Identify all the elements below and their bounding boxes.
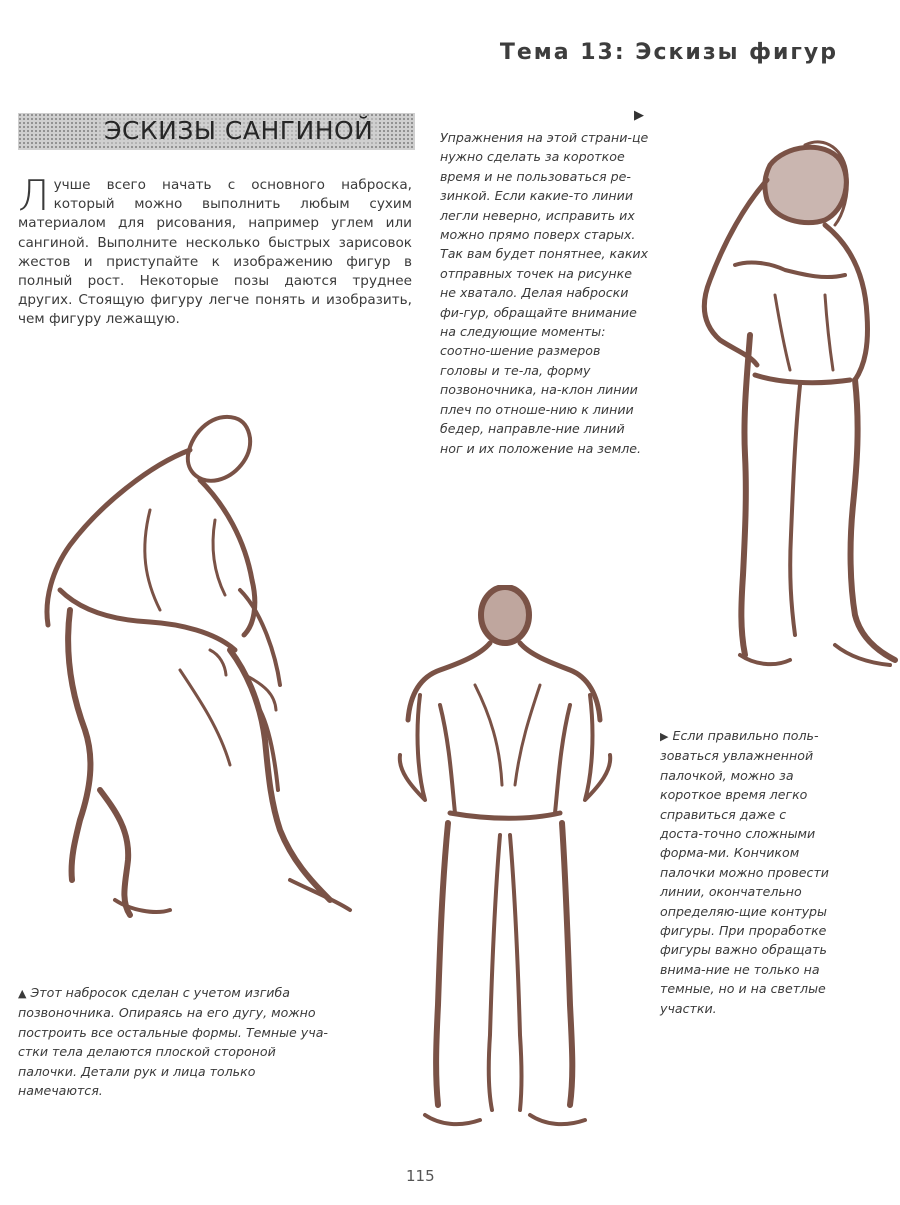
standing-figure-strokes bbox=[400, 587, 610, 1124]
section-banner bbox=[18, 113, 415, 150]
page-header-title: Тема 13: Эскизы фигур bbox=[499, 40, 838, 65]
triangle-up-icon: ▲ bbox=[18, 987, 27, 1000]
triangle-right-icon: ▶ bbox=[660, 730, 669, 743]
intro-text: учше всего начать с основного наброска, который можно выполнить любым сухим материалом для рисования, например углем или сангиной. Выполните несколько быстрых зарисовок жестов и приступайте к изображению фигур в полный рост. Некоторые позы даются труднее других. Стоящую фигуру легче понять и изобразить, чем фигуру лежащую. bbox=[18, 177, 412, 328]
drop-cap: Л bbox=[18, 171, 50, 220]
sketch-bending-figure bbox=[30, 410, 370, 930]
section-title: ЭСКИЗЫ САНГИНОЙ bbox=[98, 116, 379, 145]
triangle-right-icon: ▶ bbox=[634, 108, 644, 123]
caption-middle bbox=[660, 726, 830, 1018]
intro-paragraph bbox=[18, 171, 412, 330]
sketch-standing-back-figure bbox=[380, 585, 630, 1135]
caption-bottom-text: Этот набросок сделан с учетом изгиба позвоночника. Опираясь на его дугу, можно построить все остальные формы. Темные уча-стки тела делаются плоской стороной палочки. Детали рук и лица только намечаются. bbox=[18, 985, 328, 1099]
page-number: 115 bbox=[406, 1167, 435, 1185]
caption-top bbox=[440, 128, 650, 458]
caption-middle-text: Если правильно поль-зоваться увлажненной палочкой, можно за короткое время легко справиться даже с доста-точно сложными форма-ми. Кончиком палочки можно провести линии, окончательно определяю-щие контуры фигуры. При проработке фигуры важно обращать внима-ние не только на темные, но и на светлые участки. bbox=[660, 728, 829, 1016]
caption-bottom bbox=[18, 983, 338, 1100]
sketch-figure-hand-on-head bbox=[675, 135, 900, 685]
bending-figure-strokes bbox=[47, 417, 350, 915]
caption-top-text: Упражнения на этой страни-це нужно сделать за короткое время и не пользоваться ре-зинкой. Если какие-то линии легли неверно, исправить их можно прямо поверх старых. Так вам будет понятнее, каких отправных точек на рисунке не хватало. Делая наброски фи-гур, обращайте внимание на следующие моменты: соотно-шение размеров головы и те-ла, форму позвоночника, на-клон линии плеч по отноше-нию к линии бедер, направле-ние линий ног и их положение на земле. bbox=[440, 130, 649, 456]
hand-on-head-figure-strokes bbox=[704, 142, 895, 665]
